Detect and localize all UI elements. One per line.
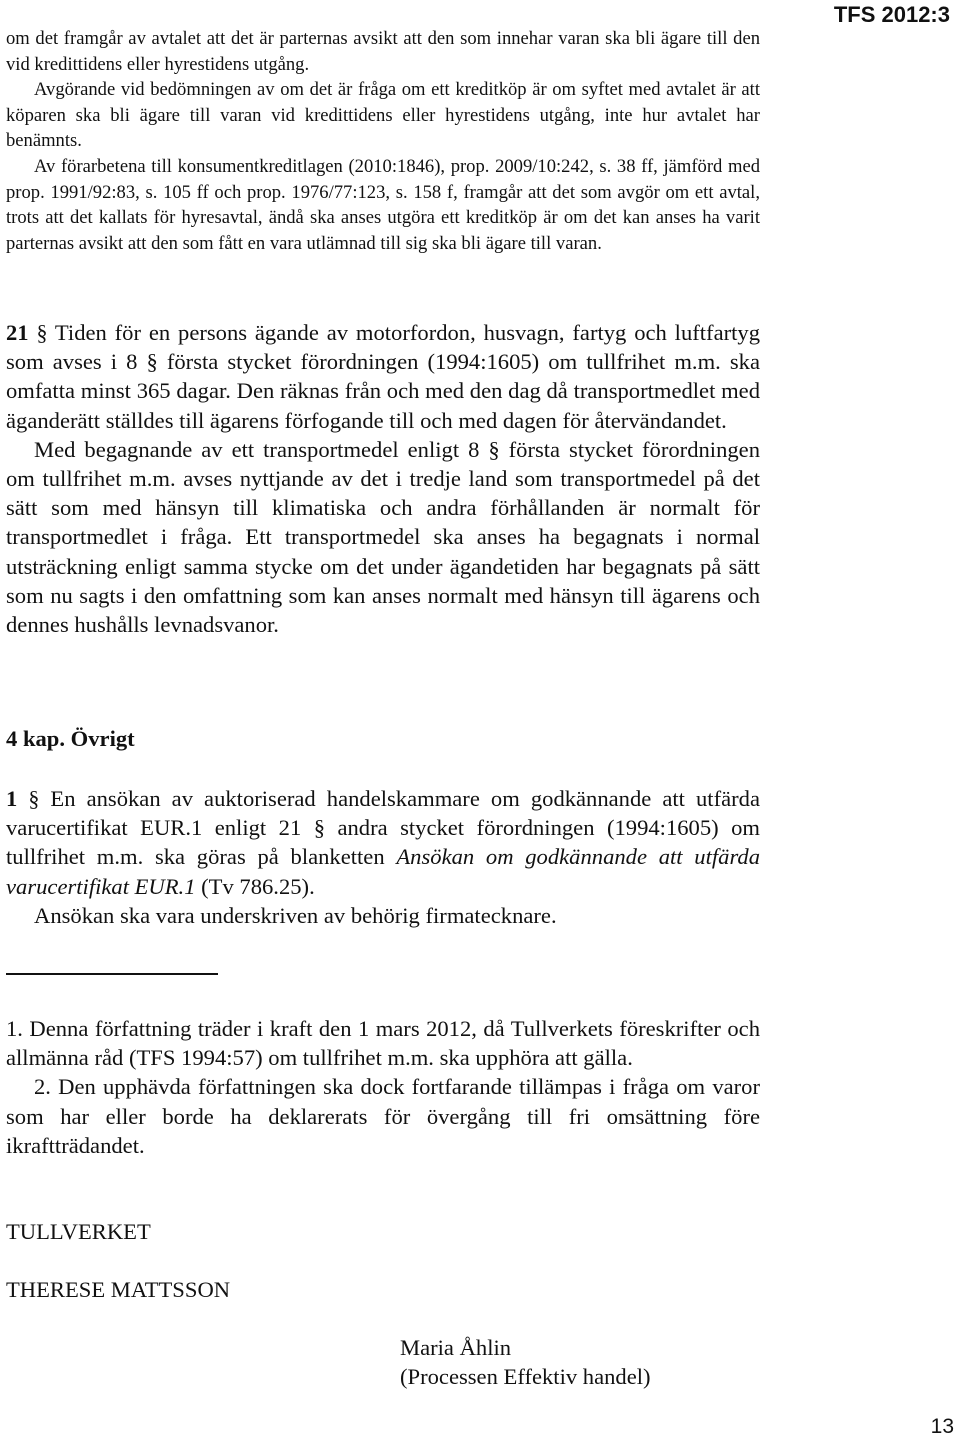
section-number: 21 [6,320,29,345]
form-title: Ansökan om godkännande att utfärda varucertifikat EUR.1 [6,844,760,899]
intro-paragraph-2: Avgörande vid bedömningen av om det är fråga om ett kreditköp är om syftet med avtalet är att köparen ska bli ägare till varan vid kredittidens eller hyrestidens utgång, inte hur avtalet har benämnts. [6,79,760,152]
agency-name: TULLVERKET [6,1219,151,1244]
referent-name: Maria Åhlin [400,1335,512,1360]
provision-2: 2. Den upphävda författningen ska dock fortfarande tillämpas i fråga om varor som har eller borde ha deklarerats för övergång till fri omsättning före ikraftträdandet. [6,1074,760,1158]
section-21-text: Tiden för en persons ägande av motorfordon, husvagn, fartyg och luftfartyg som avses i 8 § första stycket förordningen (1994:1605) om tullfrihet m.m. ska omfatta minst 365 dagar. Den räknas från och med den dag då transportmedlet med äganderätt ställdes till ägarens förfogande till och med dagen för återvändandet. [6,320,760,433]
section-number: 1 [6,786,18,811]
section-1 [6,784,760,930]
page-number: 13 [930,1415,954,1438]
section-1-text-b: (Tv 786.25). [195,873,315,899]
chapter-heading: 4 kap. Övrigt [6,726,135,751]
intro-line: om det framgår av avtalet att det är parternas avsikt att den som innehar varan ska bli ägare till den vid kredittidens eller hyrestidens utgång. [6,28,760,75]
footnote-divider [6,973,218,975]
section-21-paragraph-2: Med begagnande av ett transportmedel enligt 8 § första stycket förordningen om tullfrihet m.m. avses nyttjande av det i tredje land som transportmedel på det sätt som med hänsyn till klimatiska och andra förhållanden är normalt för transportmedlet i fråga. Ett transportmedel ska anses ha begagnats i normal utsträckning enligt samma stycke om det under ägandetiden har begagnats på sätt som nu sagts i den omfattning som kan anses normalt med hänsyn till ägarens och dennes hushålls levnadsvanor. [6,436,760,638]
section-21 [6,318,760,639]
section-21-paragraph-1 [6,318,760,435]
section-1-paragraph-2: Ansökan ska vara underskriven av behörig firmatecknare. [34,902,557,928]
intro-paragraph-3: Av förarbetena till konsumentkreditlagen (2010:1846), prop. 2009/10:242, s. 38 ff, jämförd med prop. 1991/92:83, s. 105 ff och prop. 1976/77:123, s. 158 f, framgår att det som avgör om ett avtal, trots att det kallats för hyresavtal, ändå ska anses utgöra ett kreditköp är om det kan anses ha varit parternas avsikt att den som fått en vara utlämnad till sig ska bli ägare till varan. [6,155,760,254]
document-series-code: TFS 2012:3 [833,2,950,27]
section-symbol: § [36,320,48,345]
signer-name: THERESE MATTSSON [6,1277,231,1302]
transition-provisions [6,1014,760,1160]
section-symbol: § [28,786,40,811]
intro-text [6,26,760,256]
section-1-text-a: En ansökan av auktoriserad handelskammare om godkännande att utfärda varucertifikat EUR.1 enligt 21 § andra stycket förordningen (1994:1605) om tullfrihet m.m. ska göras på blanketten [6,786,760,870]
referent-unit: (Processen Effektiv handel) [400,1364,651,1389]
provision-1: 1. Denna författning träder i kraft den 1 mars 2012, då Tullverkets föreskrifter och allmänna råd (TFS 1994:57) om tullfrihet m.m. ska upphöra att gälla. [6,1016,760,1071]
section-1-paragraph-1 [6,784,760,901]
